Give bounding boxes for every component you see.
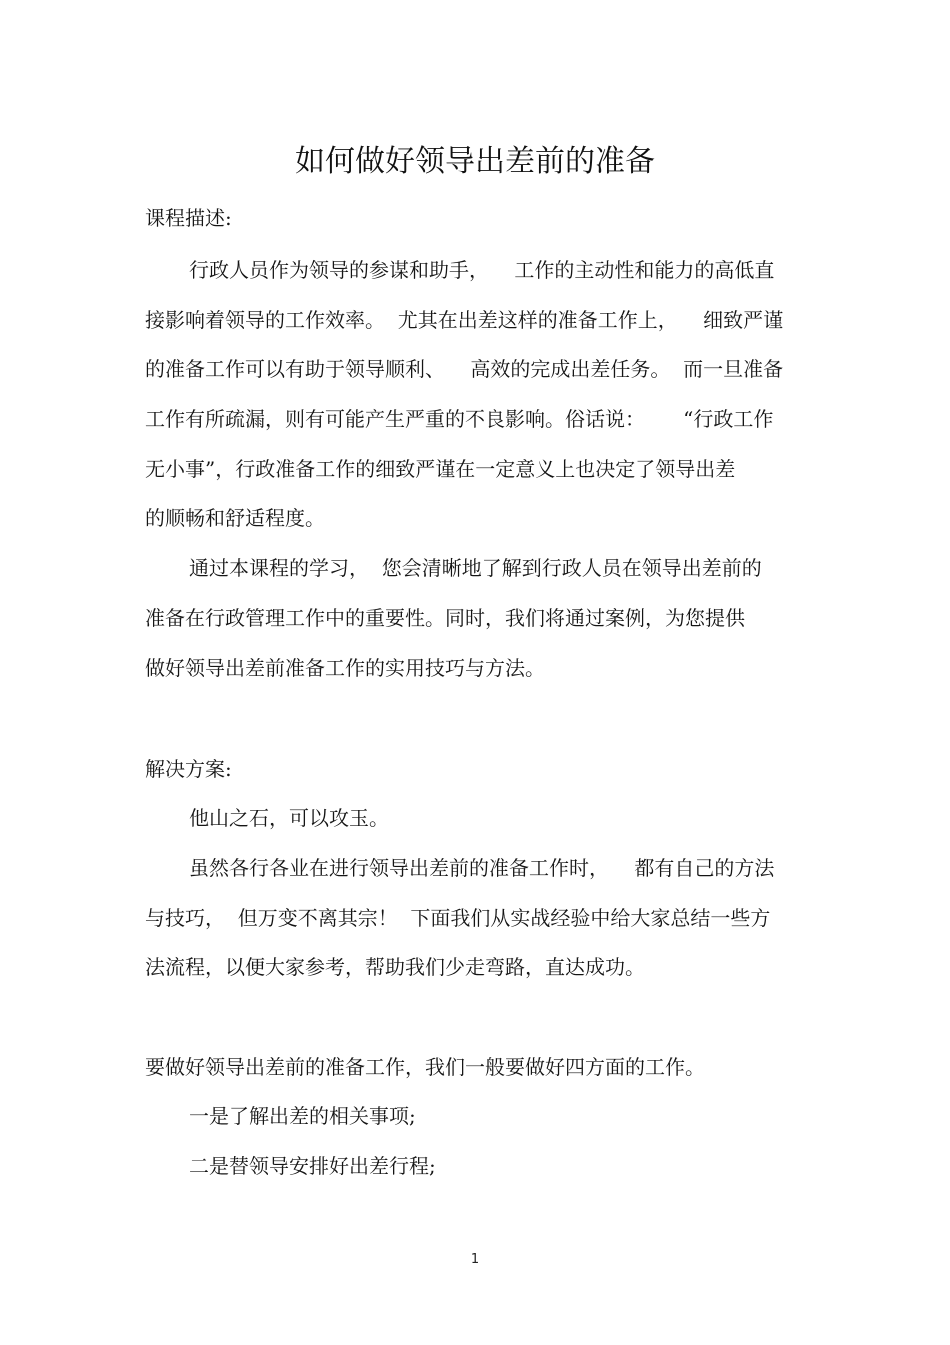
paragraph-line: 准备在行政管理工作中的重要性。同时，我们将通过案例，为您提供 (145, 606, 745, 630)
page-number: 1 (470, 1252, 480, 1267)
paragraph-line: 要做好领导出差前的准备工作，我们一般要做好四方面的工作。 (145, 1055, 705, 1079)
section-heading-solution: 解决方案: (145, 757, 232, 781)
paragraph-line: 接影响着领导的工作效率。 尤其在出差这样的准备工作上， 细致严谨 (145, 308, 784, 332)
paragraph-line: 他山之石，可以攻玉。 (189, 806, 389, 830)
paragraph-line: 的顺畅和舒适程度。 (145, 506, 325, 530)
document-title: 如何做好领导出差前的准备 (295, 144, 655, 179)
paragraph-line: 与技巧， 但万变不离其宗！ 下面我们从实战经验中给大家总结一些方 (145, 906, 771, 930)
list-item: 二是替领导安排好出差行程; (189, 1154, 436, 1178)
paragraph-line: 行政人员作为领导的参谋和助手， 工作的主动性和能力的高低直 (189, 258, 775, 282)
paragraph-line: 虽然各行各业在进行领导出差前的准备工作时， 都有自己的方法 (189, 856, 775, 880)
list-item: 一是了解出差的相关事项; (189, 1104, 416, 1128)
paragraph-line: 工作有所疏漏，则有可能产生严重的不良影响。俗话说： “行政工作 (145, 407, 774, 431)
paragraph-line: 的准备工作可以有助于领导顺利、 高效的完成出差任务。 而一旦准备 (145, 357, 784, 381)
paragraph-line: 无小事”，行政准备工作的细致严谨在一定意义上也决定了领导出差 (145, 457, 736, 481)
paragraph-line: 法流程，以便大家参考，帮助我们少走弯路，直达成功。 (145, 955, 645, 979)
paragraph-line: 做好领导出差前准备工作的实用技巧与方法。 (145, 656, 545, 680)
paragraph-line: 通过本课程的学习， 您会清晰地了解到行政人员在领导出差前的 (189, 556, 762, 580)
section-heading-course: 课程描述: (145, 206, 232, 230)
